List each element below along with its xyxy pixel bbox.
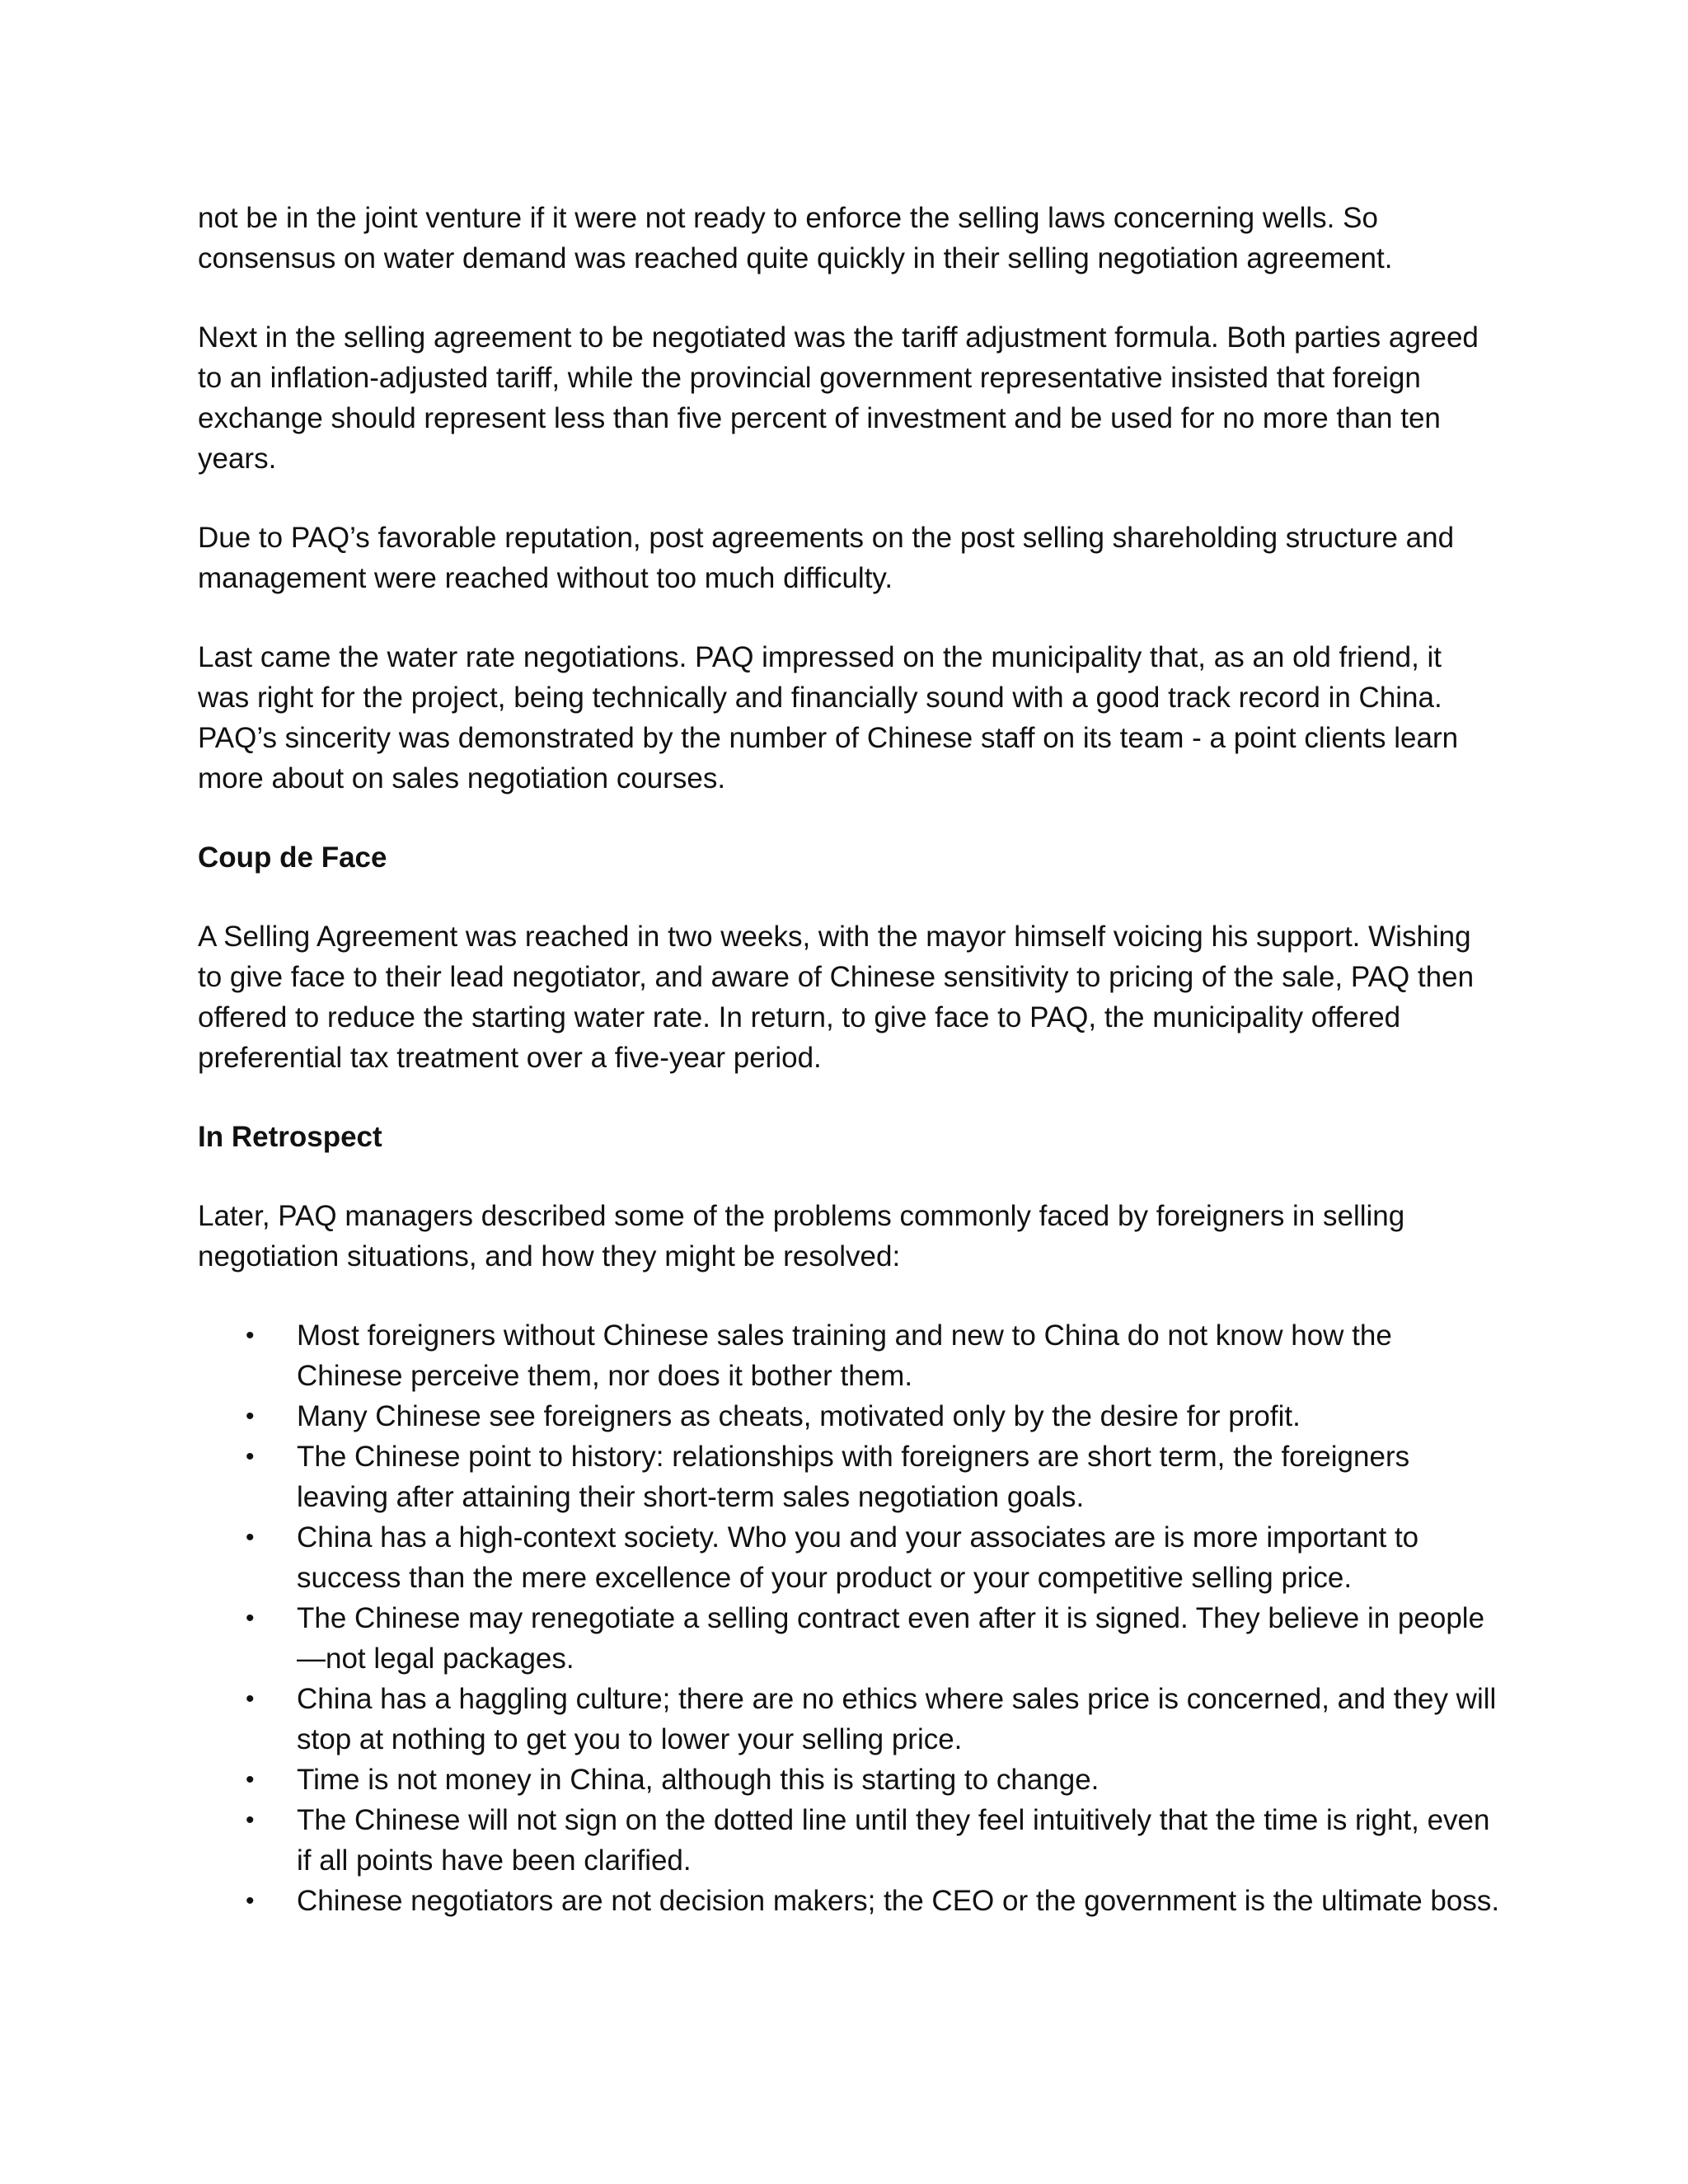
list-item-text: The Chinese may renegotiate a selling contract even after it is signed. They believe in people—not legal packages. [297,1602,1485,1675]
heading-in-retrospect: In Retrospect [198,1121,382,1153]
bullet-icon: • [246,1685,255,1713]
bullet-icon: • [246,1807,255,1834]
bullet-icon: • [246,1605,255,1632]
heading-coup-de-face: Coup de Face [198,841,387,874]
bullet-icon: • [246,1524,255,1551]
bullet-icon: • [246,1443,255,1470]
paragraph-water-rate: Last came the water rate negotiations. PAQ impressed on the municipality that, as an old friend, it was right for the project, being technically and financially sound with a good track record in China. PAQ’s sincerity was demonstrated by the number of Chinese staff on its team - a point clients learn more about on sales negotiation courses. [198,641,1459,794]
list-item-text: Time is not money in China, although this is starting to change. [297,1764,1100,1796]
list-item-text: China has a haggling culture; there are no ethics where sales price is concerned, and they will stop at nothing to get you to lower your selling price. [297,1683,1497,1755]
list-item [198,1396,1500,1436]
bullet-icon: • [246,1322,255,1349]
list-item [198,1881,1500,1921]
problems-list [198,1315,1500,1921]
list-item [198,1315,1500,1396]
paragraph-selling-agreement: A Selling Agreement was reached in two weeks, with the mayor himself voicing his support. Wishing to give face to their lead negotiator, and aware of Chinese sensitivity to pricing of the sale, PAQ then offered to reduce the starting water rate. In return, to give face to PAQ, the municipality offered preferential tax treatment over a five-year period. [198,921,1475,1074]
paragraph-retrospect-intro: Later, PAQ managers described some of the problems commonly faced by foreigners in selling negotiation situations, and how they might be resolved: [198,1200,1405,1272]
list-item-text: Most foreigners without Chinese sales training and new to China do not know how the Chinese perceive them, nor does it bother them. [297,1319,1392,1392]
bullet-icon: • [246,1887,255,1915]
list-item-text: The Chinese will not sign on the dotted line until they feel intuitively that the time is right, even if all points have been clarified. [297,1804,1490,1877]
paragraph-water-demand: not be in the joint venture if it were not ready to enforce the selling laws concerning wells. So consensus on water demand was reached quite quickly in their selling negotiation agreement. [198,202,1393,274]
list-item [198,1436,1500,1517]
document-page [198,198,1500,1921]
list-item-text: The Chinese point to history: relationships with foreigners are short term, the foreigners leaving after attaining their short-term sales negotiation goals. [297,1441,1410,1513]
list-item-text: Chinese negotiators are not decision makers; the CEO or the government is the ultimate boss. [297,1885,1500,1917]
list-item [198,1679,1500,1760]
list-item [198,1800,1500,1881]
paragraph-tariff-formula: Next in the selling agreement to be negotiated was the tariff adjustment formula. Both parties agreed to an inflation-adjusted tariff, while the provincial government representative insisted that foreign exchange should represent less than five percent of investment and be used for no more than ten years. [198,321,1479,475]
paragraph-reputation: Due to PAQ’s favorable reputation, post agreements on the post selling shareholding structure and management were reached without too much difficulty. [198,522,1455,594]
bullet-icon: • [246,1403,255,1430]
list-item [198,1760,1500,1800]
list-item-text: China has a high-context society. Who you and your associates are is more important to success than the mere excellence of your product or your competitive selling price. [297,1521,1419,1594]
list-item [198,1598,1500,1679]
bullet-icon: • [246,1766,255,1793]
list-item [198,1517,1500,1598]
list-item-text: Many Chinese see foreigners as cheats, motivated only by the desire for profit. [297,1400,1301,1432]
